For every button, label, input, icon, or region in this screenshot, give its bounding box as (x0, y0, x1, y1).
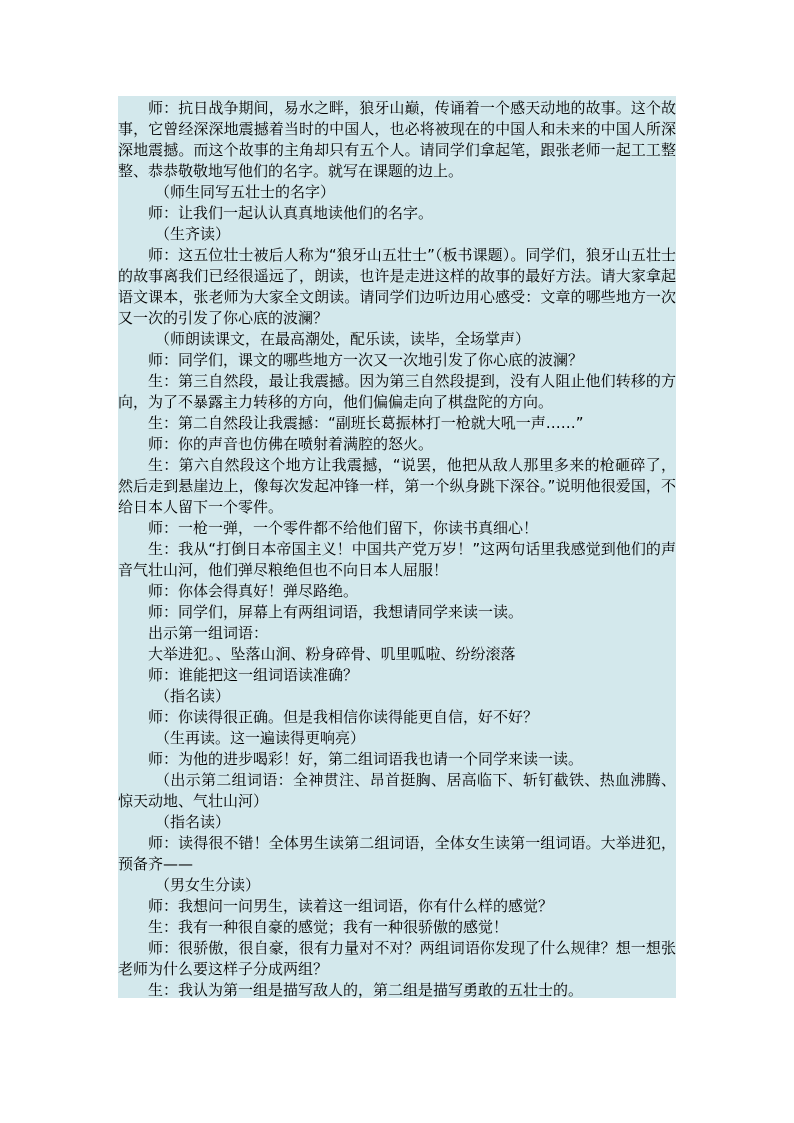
paragraph: 师：同学们，屏幕上有两组词语，我想请同学来读一读。 (148, 603, 524, 621)
paragraph: 大举进犯。、坠落山涧、粉身碎骨、叽里呱啦、纷纷滚落 (148, 645, 516, 663)
paragraph: 师：很骄傲，很自豪，很有力量对不对？两组词语你发现了什么规律？想一想张老师为什么要这样子分成两组？ (118, 939, 676, 978)
paragraph: 师：为他的进步喝彩！好，第二组词语我也请一个同学来读一读。 (148, 750, 584, 768)
paragraph: （生再读。这一遍读得更响亮） (155, 729, 366, 747)
paragraph: （指名读） (155, 687, 231, 705)
paragraph: （男女生分读） (155, 876, 261, 894)
paragraph: 师：你的声音也仿佛在喷射着满腔的怒火。 (148, 435, 434, 453)
paragraph: 生：第六自然段这个地方让我震撼，“说罢，他把从敌人那里多来的枪砸碎了，然后走到悬崖边上，像每次发起冲锋一样，第一个纵身跳下深谷。”说明他很爱国，不给日本人留下一个零件。 (118, 456, 676, 516)
paragraph: 师：这五位壮士被后人称为“狼牙山五壮士”（板书课题）。同学们，狼牙山五壮士的故事离我们已经很遥远了，朗读，也许是走进这样的故事的最好方法。请大家拿起语文课本，张老师为大家全文朗读。请同学们边听边用心感受：文章的哪些地方一次又一次的引发了你心底的波澜？ (118, 246, 676, 327)
paragraph: 出示第一组词语： (148, 624, 269, 642)
paragraph: 师：一枪一弹，一个零件都不给他们留下，你读书真细心！ (148, 519, 539, 537)
paragraph: 生：第二自然段让我震撼：“副班长葛振林打一枪就大吼一声……” (148, 414, 584, 432)
paragraph: （师生同写五壮士的名字） (155, 183, 336, 201)
paragraph: 师：让我们一起认认真真地读他们的名字。 (148, 204, 434, 222)
paragraph: 生：我从“打倒日本帝国主义！中国共产党万岁！”这两句话里我感觉到他们的声音气壮山河，他们弹尽粮绝但也不向日本人屈服！ (118, 540, 676, 579)
paragraph: 师：我想问一问男生，读着这一组词语，你有什么样的感觉？ (148, 897, 554, 915)
paragraph: 师：你体会得真好！弹尽路绝。 (148, 582, 359, 600)
paragraph: 师：谁能把这一组词语读准确？ (148, 666, 359, 684)
document-text-block (118, 96, 676, 998)
paragraph: 生：我有一种很自豪的感觉；我有一种很骄傲的感觉！ (148, 918, 509, 936)
paragraph: （师朗读课文，在最高潮处，配乐读，读毕，全场掌声） (155, 330, 531, 348)
paragraph: 师：读得很不错！全体男生读第二组词语，全体女生读第一组词语。大举进犯，预备齐—— (118, 834, 676, 873)
paragraph: 生：第三自然段，最让我震撼。因为第三自然段提到，没有人阻止他们转移的方向，为了不暴露主力转移的方向，他们偏偏走向了棋盘陀的方向。 (118, 372, 676, 411)
paragraph: 师：你读得很正确。但是我相信你读得能更自信，好不好？ (148, 708, 539, 726)
paragraph: （生齐读） (155, 225, 231, 243)
paragraph: 生：我认为第一组是描写敌人的，第二组是描写勇敢的五壮士的。 (148, 981, 584, 999)
paragraph: 师：同学们，课文的哪些地方一次又一次地引发了你心底的波澜？ (148, 351, 584, 369)
paragraph: （出示第二组词语：全神贯注、昂首挺胸、居高临下、斩钉截铁、热血沸腾、惊天动地、气壮山河） (118, 771, 676, 810)
paragraph: 师：抗日战争期间，易水之畔，狼牙山巅，传诵着一个感天动地的故事。这个故事，它曾经深深地震撼着当时的中国人，也必将被现在的中国人和未来的中国人所深深地震撼。而这个故事的主角却只有五个人。请同学们拿起笔，跟张老师一起工工整整、恭恭敬敬地写他们的名字。就写在课题的边上。 (118, 99, 676, 180)
paragraph: （指名读） (155, 813, 231, 831)
